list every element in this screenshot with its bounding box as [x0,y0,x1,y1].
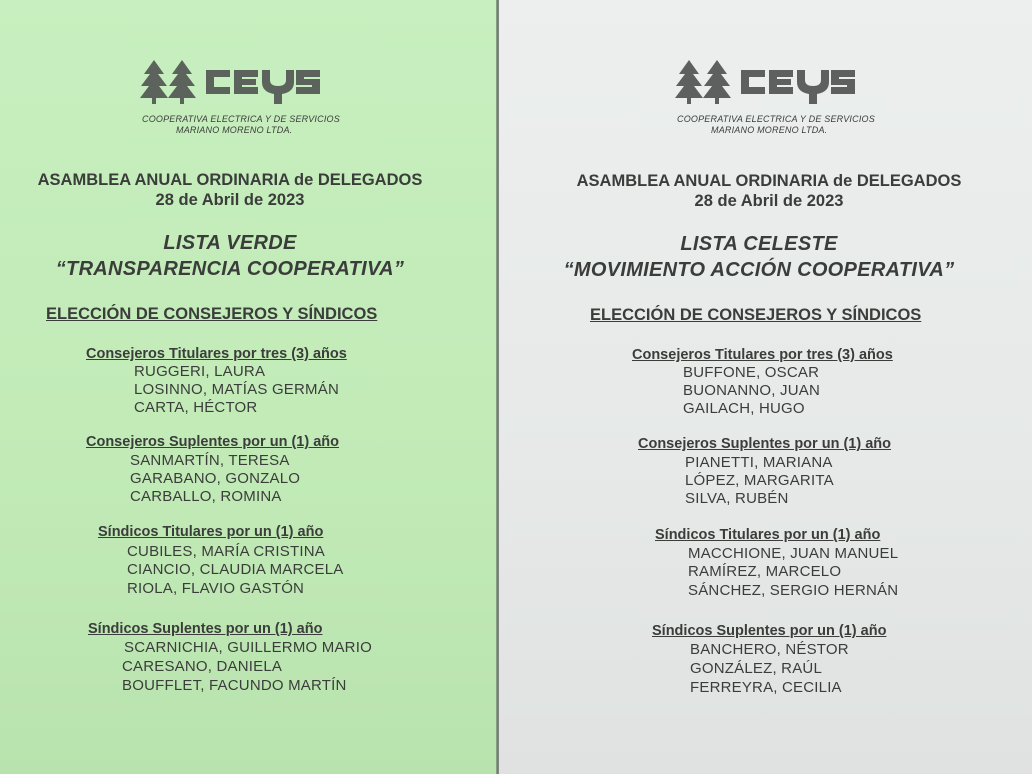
election-title: ELECCIÓN DE CONSEJEROS Y SÍNDICOS [590,306,922,324]
candidate-name: SANMARTÍN, TERESA [130,452,290,469]
candidate-name: LOSINNO, MATÍAS GERMÁN [134,381,339,398]
candidate-name: FERREYRA, CECILIA [690,679,842,696]
section-sindicos-titulares: Síndicos Titulares por un (1) año [98,524,324,540]
candidate-name: BUFFONE, OSCAR [683,364,820,381]
candidate-name: MACCHIONE, JUAN MANUEL [688,545,899,562]
ceys-logo-mark [140,58,322,106]
section-sindicos-suplentes: Síndicos Suplentes por un (1) año [652,623,887,639]
candidate-name: CUBILES, MARÍA CRISTINA [127,543,325,560]
section-consejeros-suplentes: Consejeros Suplentes por un (1) año [86,434,339,450]
candidate-name: RIOLA, FLAVIO GASTÓN [127,580,305,597]
candidate-name: CARBALLO, ROMINA [130,488,282,505]
ceys-logo-mark [675,58,857,106]
list-name: LISTA VERDE [163,232,297,254]
candidate-name: SCARNICHIA, GUILLERMO MARIO [124,639,372,656]
logo-line-1: COOPERATIVA ELECTRICA Y DE SERVICIOS [142,114,340,124]
candidate-name: BUONANNO, JUAN [683,382,820,399]
candidate-name: SILVA, RUBÉN [685,490,789,507]
ballot-lista-celeste [499,0,1032,774]
ballot-lista-verde [0,0,497,774]
section-sindicos-titulares: Síndicos Titulares por un (1) año [655,527,881,543]
list-slogan: “TRANSPARENCIA COOPERATIVA” [55,258,405,280]
logo-line-2: MARIANO MORENO LTDA. [711,125,828,135]
section-consejeros-titulares: Consejeros Titulares por tres (3) años [632,347,893,363]
logo-line-1: COOPERATIVA ELECTRICA Y DE SERVICIOS [677,114,875,124]
assembly-title: ASAMBLEA ANUAL ORDINARIA de DELEGADOS [37,171,423,189]
logo-line-2: MARIANO MORENO LTDA. [176,125,293,135]
list-name: LISTA CELESTE [680,233,838,255]
candidate-name: GAILACH, HUGO [683,400,805,417]
election-title: ELECCIÓN DE CONSEJEROS Y SÍNDICOS [46,305,378,323]
candidate-name: CARTA, HÉCTOR [134,399,258,416]
section-sindicos-suplentes: Síndicos Suplentes por un (1) año [88,621,323,637]
section-consejeros-titulares: Consejeros Titulares por tres (3) años [86,346,347,362]
candidate-name: BOUFFLET, FACUNDO MARTÍN [122,677,347,694]
candidate-name: GONZÁLEZ, RAÚL [690,660,822,677]
ceys-logo [675,58,875,138]
candidate-name: RAMÍREZ, MARCELO [688,563,842,580]
candidate-name: GARABANO, GONZALO [130,470,301,487]
list-slogan: “MOVIMIENTO ACCIÓN COOPERATIVA” [563,259,955,281]
candidate-name: CIANCIO, CLAUDIA MARCELA [127,561,344,578]
assembly-date: 28 de Abril de 2023 [155,191,305,209]
candidate-name: PIANETTI, MARIANA [685,454,833,471]
candidate-name: SÁNCHEZ, SERGIO HERNÁN [688,582,899,599]
ceys-logo [140,58,340,138]
candidate-name: LÓPEZ, MARGARITA [685,472,834,489]
section-consejeros-suplentes: Consejeros Suplentes por un (1) año [638,436,891,452]
assembly-date: 28 de Abril de 2023 [694,192,844,210]
candidate-name: CARESANO, DANIELA [122,658,283,675]
candidate-name: BANCHERO, NÉSTOR [690,641,849,658]
assembly-title: ASAMBLEA ANUAL ORDINARIA de DELEGADOS [576,172,962,190]
candidate-name: RUGGERI, LAURA [134,363,266,380]
